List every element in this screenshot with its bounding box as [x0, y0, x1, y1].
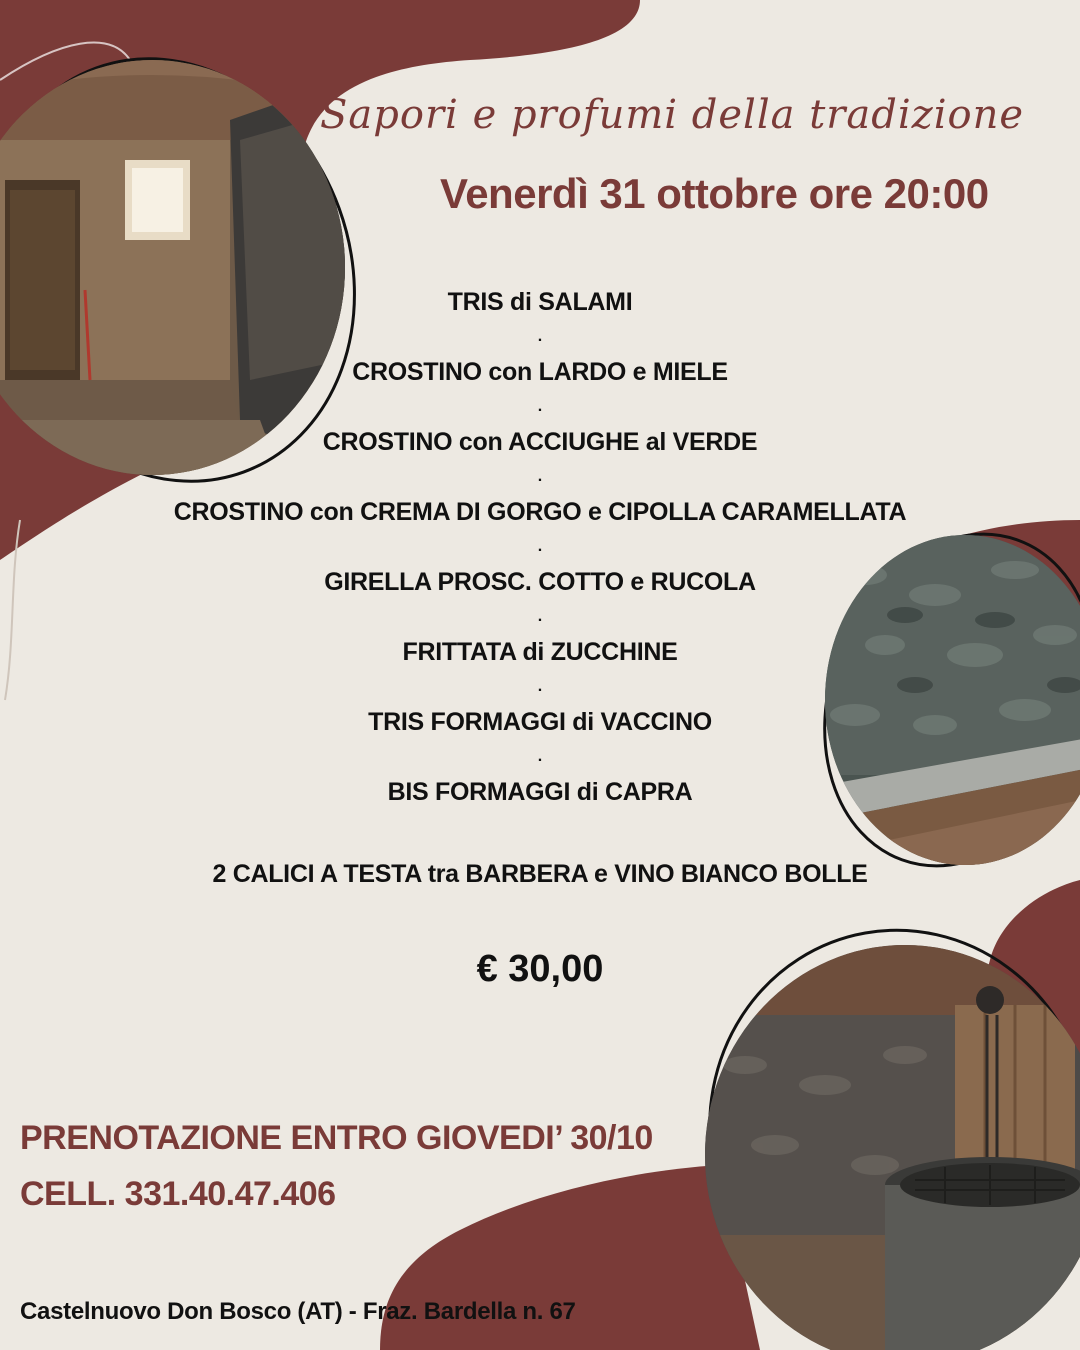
menu-item: TRIS di SALAMI: [447, 288, 633, 316]
booking-deadline: PRENOTAZIONE ENTRO GIOVEDI’ 30/10: [20, 1119, 653, 1157]
menu-item: TRIS FORMAGGI di VACCINO: [368, 708, 712, 736]
booking-info: [20, 1110, 653, 1222]
event-title: Sapori e profumi della tradizione: [320, 92, 1025, 138]
price: € 30,00: [476, 948, 604, 990]
menu-separator: .: [537, 678, 543, 695]
menu-item: CROSTINO con ACCIUGHE al VERDE: [322, 428, 758, 456]
booking-phone[interactable]: CELL. 331.40.47.406: [20, 1175, 336, 1213]
venue-address: Castelnuovo Don Bosco (AT) - Fraz. Bardella n. 67: [20, 1298, 576, 1325]
menu-separator: .: [537, 398, 543, 415]
menu-separator: .: [537, 328, 543, 345]
menu-separator: .: [537, 748, 543, 765]
menu-separator: .: [537, 468, 543, 485]
menu-separator: .: [537, 538, 543, 555]
menu-separator: .: [537, 608, 543, 625]
wine-offer: 2 CALICI A TESTA tra BARBERA e VINO BIANCO BOLLE: [212, 860, 868, 888]
event-date-time: Venerdì 31 ottobre ore 20:00: [440, 170, 989, 217]
menu-item: BIS FORMAGGI di CAPRA: [387, 778, 693, 806]
menu-item: FRITTATA di ZUCCHINE: [402, 638, 678, 666]
menu-item: GIRELLA PROSC. COTTO e RUCOLA: [324, 568, 756, 596]
menu-item: CROSTINO con CREMA DI GORGO e CIPOLLA CARAMELLATA: [173, 498, 907, 526]
menu-list: [80, 285, 1000, 809]
menu-item: CROSTINO con LARDO e MIELE: [352, 358, 728, 386]
